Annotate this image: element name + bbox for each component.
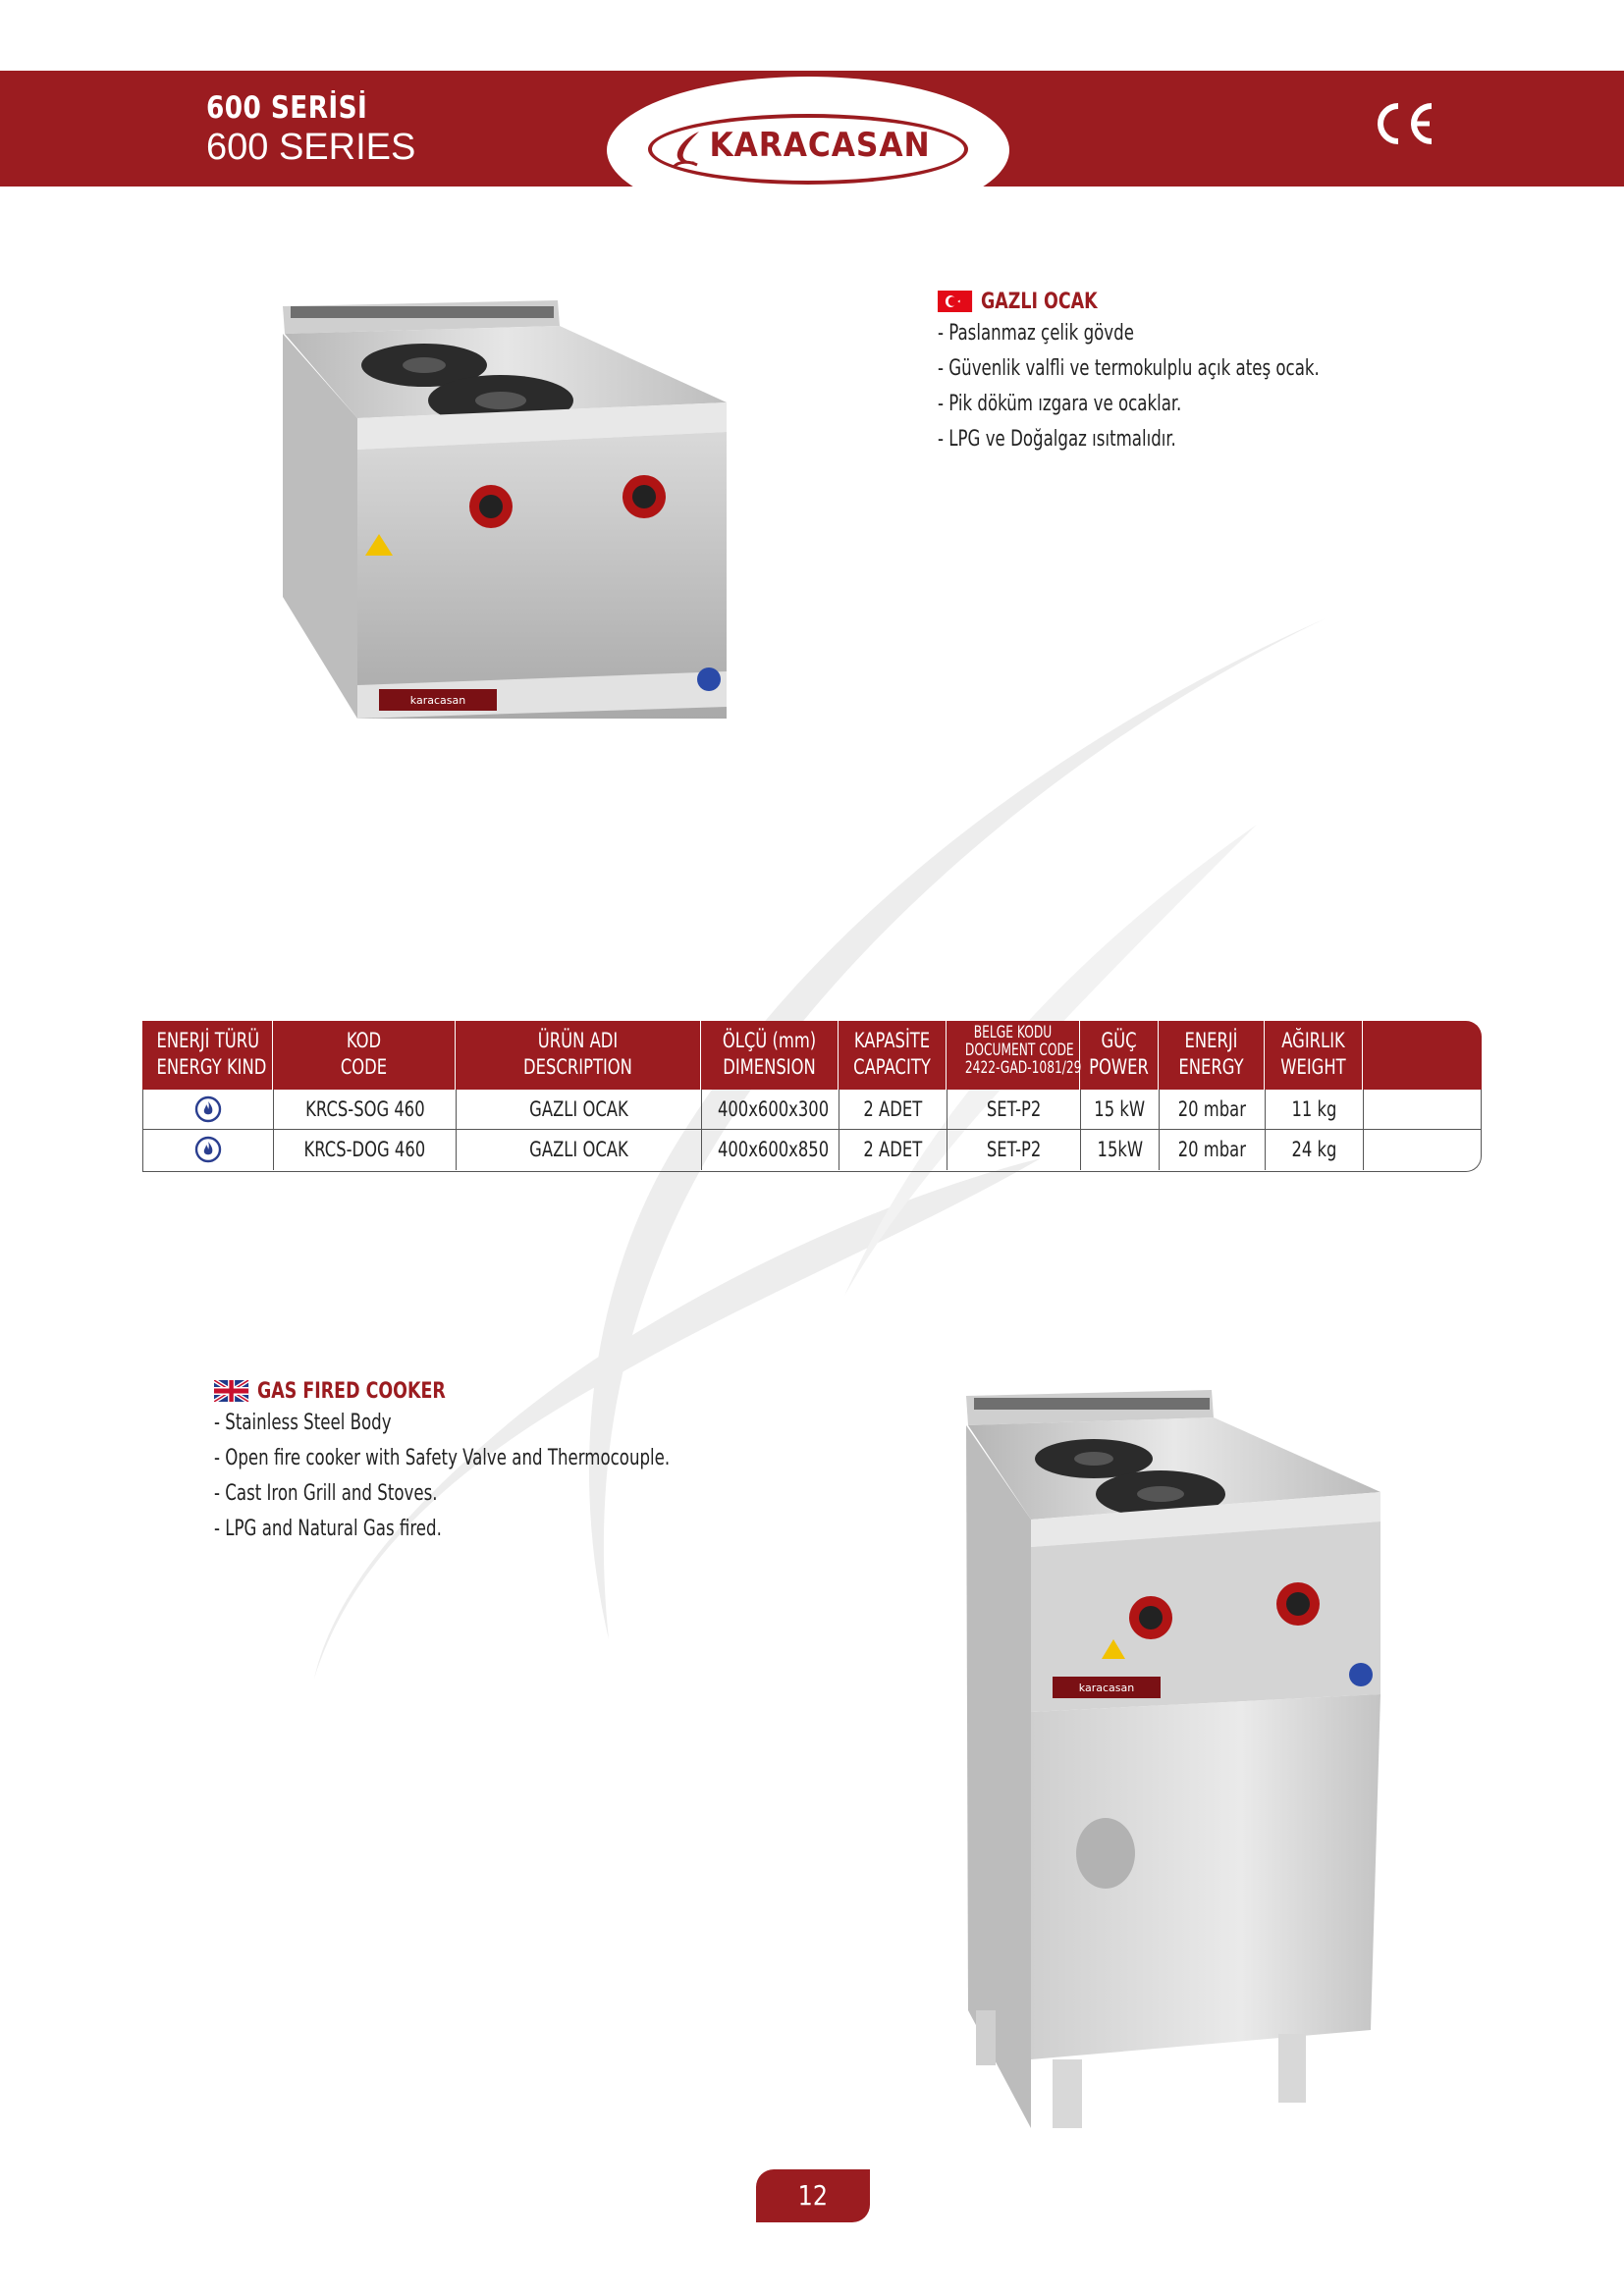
energy-kind-cell <box>143 1130 274 1170</box>
header-dimension: ÖLÇÜ (mm) DIMENSION <box>701 1021 839 1090</box>
capacity-cell: 2 ADET <box>839 1090 947 1130</box>
energy-cell: 20 mbar <box>1160 1090 1266 1130</box>
features-tr <box>938 287 1392 457</box>
header-empty <box>1363 1021 1482 1090</box>
features-en <box>214 1376 757 1547</box>
header-power: GÜÇ POWER <box>1080 1021 1159 1090</box>
features-en-list <box>214 1406 757 1547</box>
table-header <box>142 1021 1482 1090</box>
series-title <box>206 90 415 169</box>
turkey-flag-icon <box>938 291 972 312</box>
logo-swoosh-icon <box>666 128 705 173</box>
spec-table <box>142 1021 1482 1172</box>
ce-mark-icon <box>1369 98 1439 149</box>
features-en-title-text: GAS FIRED COOKER <box>257 1378 446 1404</box>
series-title-tr: 600 SERİSİ <box>206 90 368 126</box>
countertop-gas-cooker-image <box>277 287 738 748</box>
weight-cell: 11 kg <box>1266 1090 1364 1130</box>
power-cell: 15 kW <box>1081 1090 1160 1130</box>
features-tr-title-text: GAZLI OCAK <box>981 289 1098 314</box>
list-item: - Open fire cooker with Safety Valve and Thermocouple. <box>214 1446 671 1470</box>
header-energy: ENERJİ ENERGY <box>1159 1021 1265 1090</box>
document-cell: SET-P2 <box>947 1130 1081 1170</box>
header-description: ÜRÜN ADI DESCRIPTION <box>456 1021 701 1090</box>
list-item: - Güvenlik valfli ve termokulplu açık ateş ocak. <box>938 356 1320 381</box>
list-item: - Pik döküm ızgara ve ocaklar. <box>938 392 1182 416</box>
features-tr-list <box>938 316 1392 457</box>
power-cell: 15kW <box>1081 1130 1160 1170</box>
header-energy-kind: ENERJİ TÜRÜ ENERGY KIND <box>142 1021 273 1090</box>
table-row <box>143 1090 1481 1130</box>
description-cell: GAZLI OCAK <box>457 1090 702 1130</box>
header-document-code: BELGE KODU DOCUMENT CODE 2422-GAD-1081/29 <box>947 1021 1080 1090</box>
table-body <box>142 1090 1482 1172</box>
energy-kind-cell <box>143 1090 274 1130</box>
empty-cell <box>1364 1130 1483 1170</box>
document-cell: SET-P2 <box>947 1090 1081 1130</box>
features-tr-title <box>938 287 1337 316</box>
description-cell: GAZLI OCAK <box>457 1130 702 1170</box>
code-cell: KRCS-DOG 460 <box>274 1130 457 1170</box>
uk-flag-icon <box>214 1380 248 1402</box>
series-title-en: 600 SERIES <box>206 127 416 168</box>
dimension-cell: 400x600x300 <box>702 1090 839 1130</box>
code-cell: KRCS-SOG 460 <box>274 1090 457 1130</box>
page-number: 12 <box>756 2169 870 2222</box>
capacity-cell: 2 ADET <box>839 1130 947 1170</box>
features-en-title <box>214 1376 691 1406</box>
floor-gas-cooker-image <box>958 1382 1390 2156</box>
list-item: - Cast Iron Grill and Stoves. <box>214 1481 438 1506</box>
header-band <box>0 71 1624 187</box>
list-item: - LPG and Natural Gas fired. <box>214 1517 442 1541</box>
list-item: - Stainless Steel Body <box>214 1411 392 1435</box>
header-code: KOD CODE <box>273 1021 456 1090</box>
header-weight: AĞIRLIK WEIGHT <box>1265 1021 1363 1090</box>
product-1-label: karacasan <box>409 694 466 707</box>
product-2-label: karacasan <box>1078 1682 1135 1694</box>
empty-cell <box>1364 1090 1483 1130</box>
list-item: - Paslanmaz çelik gövde <box>938 321 1134 346</box>
list-item: - LPG ve Doğalgaz ısıtmalıdır. <box>938 427 1176 452</box>
energy-cell: 20 mbar <box>1160 1130 1266 1170</box>
brand-logo-text: KARACASAN <box>709 126 931 165</box>
header-capacity: KAPASİTE CAPACITY <box>839 1021 947 1090</box>
table-row <box>143 1130 1481 1170</box>
gas-flame-icon <box>194 1095 222 1123</box>
weight-cell: 24 kg <box>1266 1130 1364 1170</box>
dimension-cell: 400x600x850 <box>702 1130 839 1170</box>
gas-flame-icon <box>194 1136 222 1163</box>
